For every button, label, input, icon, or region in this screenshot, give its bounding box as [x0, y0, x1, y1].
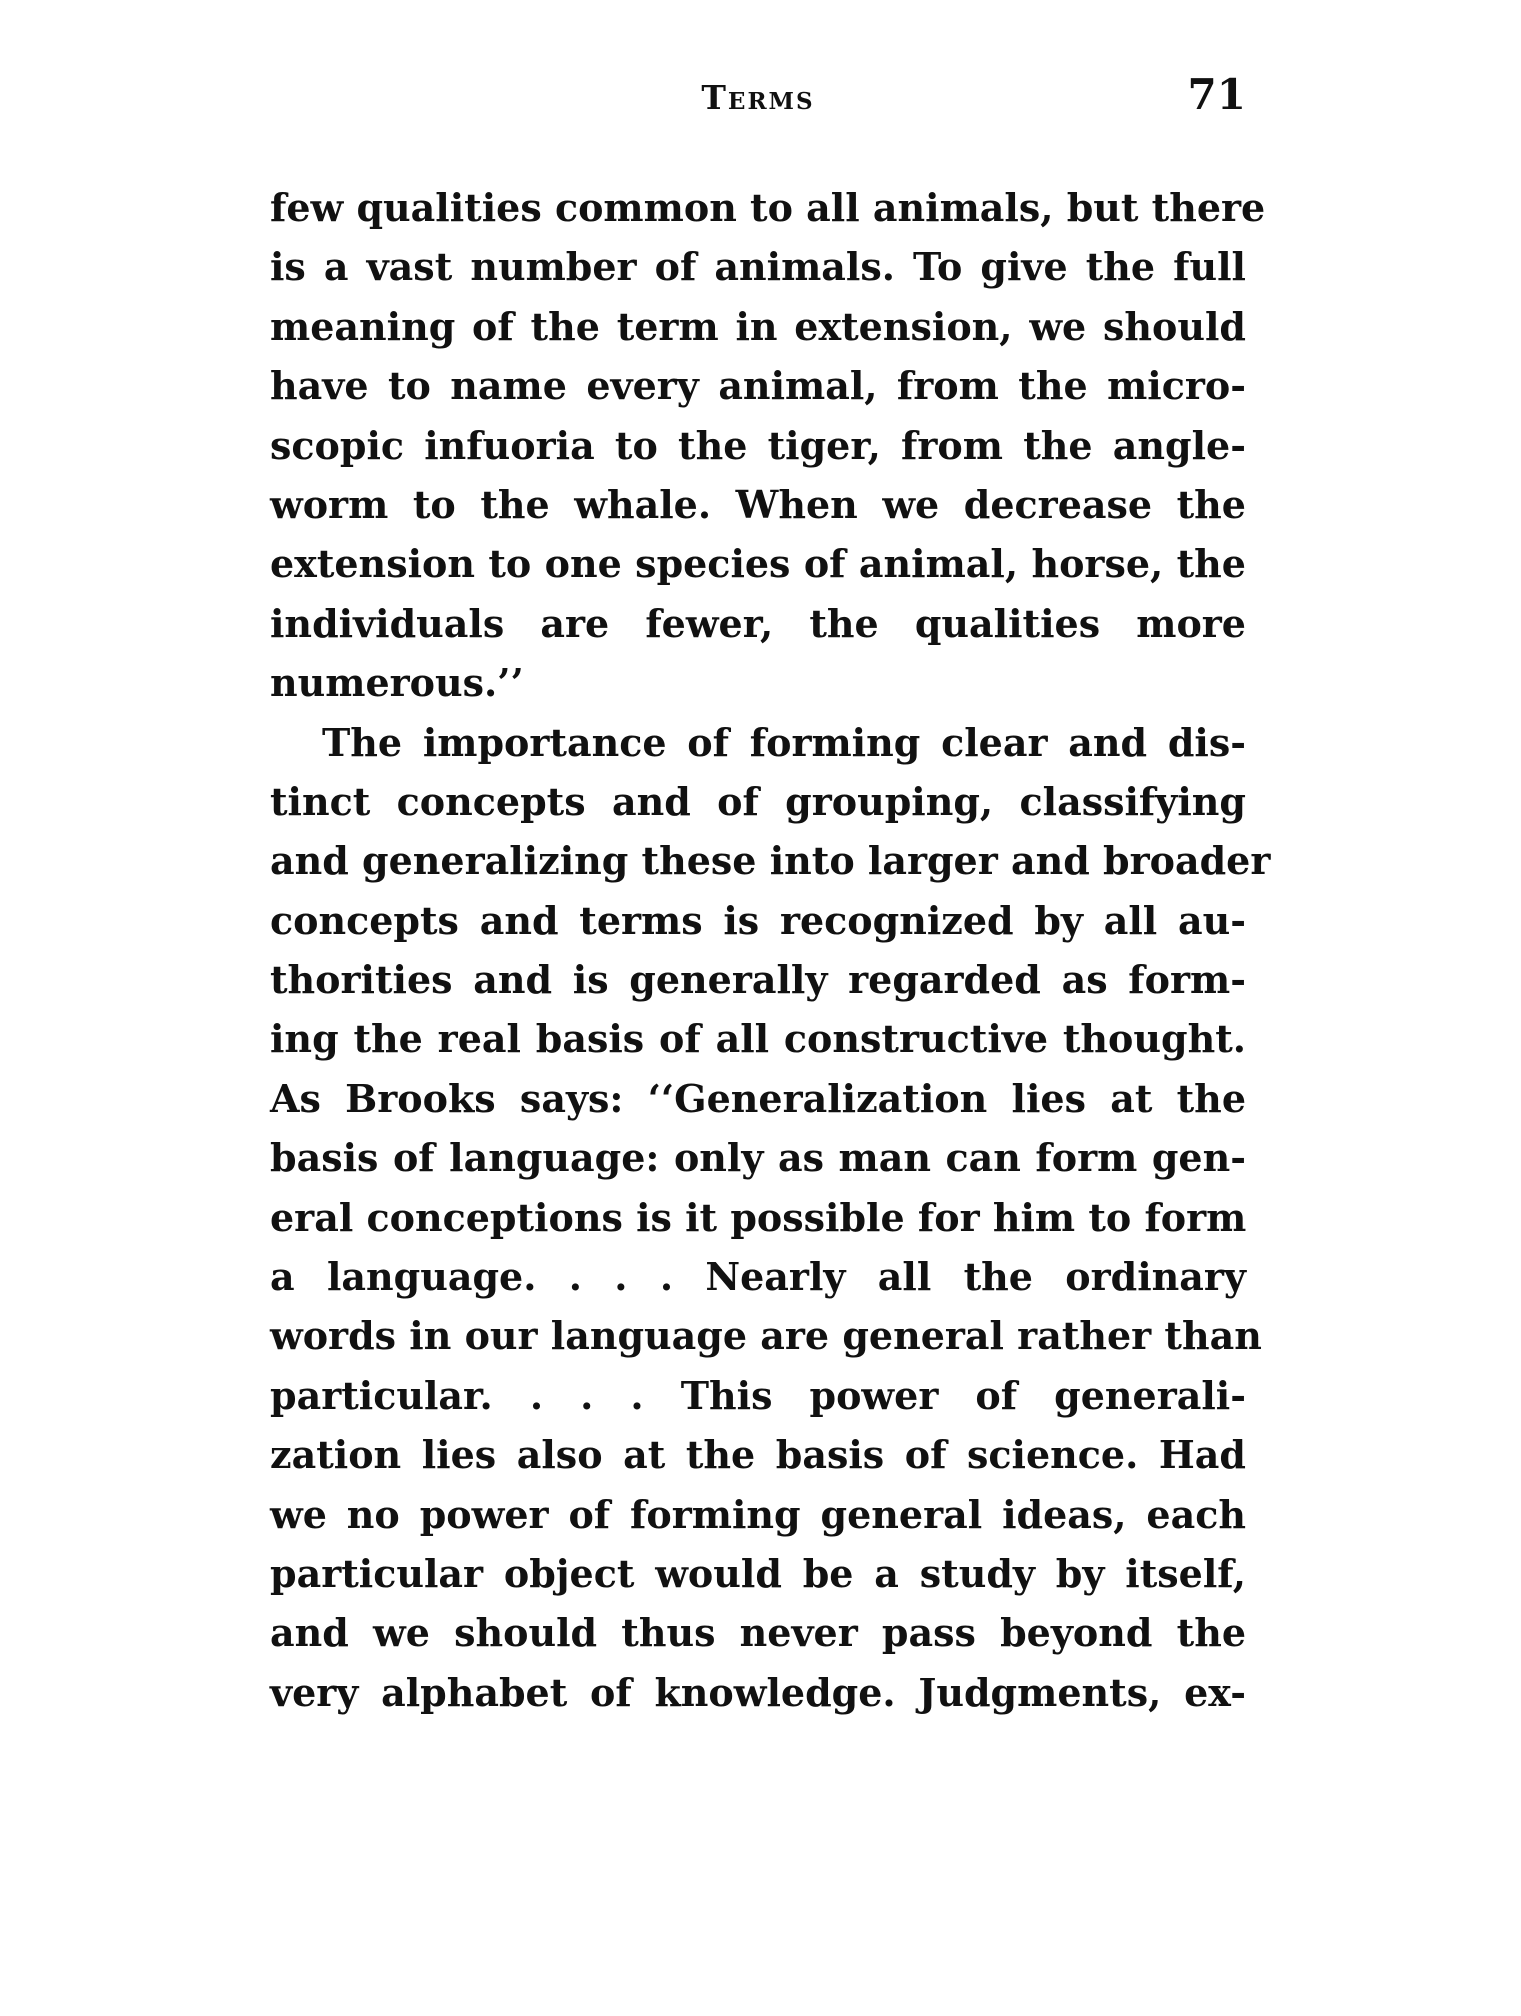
text-line: scopic infuoria to the tiger, from the angle-	[270, 422, 1246, 468]
text-line: have to name every animal, from the micro-	[270, 363, 1246, 409]
text-line: meaning of the term in extension, we should	[270, 303, 1246, 349]
text-line: extension to one species of animal, horse, the	[270, 541, 1246, 587]
text-line: tinct concepts and of grouping, classifying	[270, 778, 1246, 824]
text-line: numerous.’’	[270, 660, 524, 706]
text-line: and we should thus never pass beyond the	[270, 1610, 1246, 1656]
page-number: 71	[1187, 70, 1246, 119]
text-line: and generalizing these into larger and broader	[270, 838, 1271, 884]
text-line: concepts and terms is recognized by all au-	[270, 897, 1246, 943]
text-line: is a vast number of animals. To give the full	[270, 244, 1246, 290]
text-line: very alphabet of knowledge. Judgments, ex-	[270, 1669, 1246, 1715]
body-text	[270, 178, 1271, 1722]
text-line: particular object would be a study by itself,	[270, 1550, 1246, 1596]
text-line: few qualities common to all animals, but there	[270, 185, 1266, 230]
running-title: Terms	[701, 78, 815, 117]
text-line: thorities and is generally regarded as form-	[270, 957, 1246, 1003]
text-line: basis of language: only as man can form gen-	[270, 1135, 1246, 1181]
text-line: particular. . . . This power of generali-	[270, 1372, 1246, 1418]
text-line: eral conceptions is it possible for him to form	[270, 1194, 1247, 1240]
text-line: The importance of forming clear and dis-	[322, 719, 1246, 765]
text-line: we no power of forming general ideas, each	[270, 1491, 1246, 1537]
text-line: worm to the whale. When we decrease the	[270, 481, 1246, 527]
text-line: As Brooks says: ‘‘Generalization lies at the	[270, 1075, 1246, 1121]
text-line: words in our language are general rather than	[270, 1313, 1262, 1359]
running-head	[270, 70, 1246, 130]
text-line: individuals are fewer, the qualities more	[270, 600, 1246, 646]
text-line: ing the real basis of all constructive thought.	[270, 1016, 1246, 1062]
text-line: zation lies also at the basis of science. Had	[270, 1432, 1246, 1478]
text-line: a language. . . . Nearly all the ordinary	[270, 1254, 1246, 1300]
